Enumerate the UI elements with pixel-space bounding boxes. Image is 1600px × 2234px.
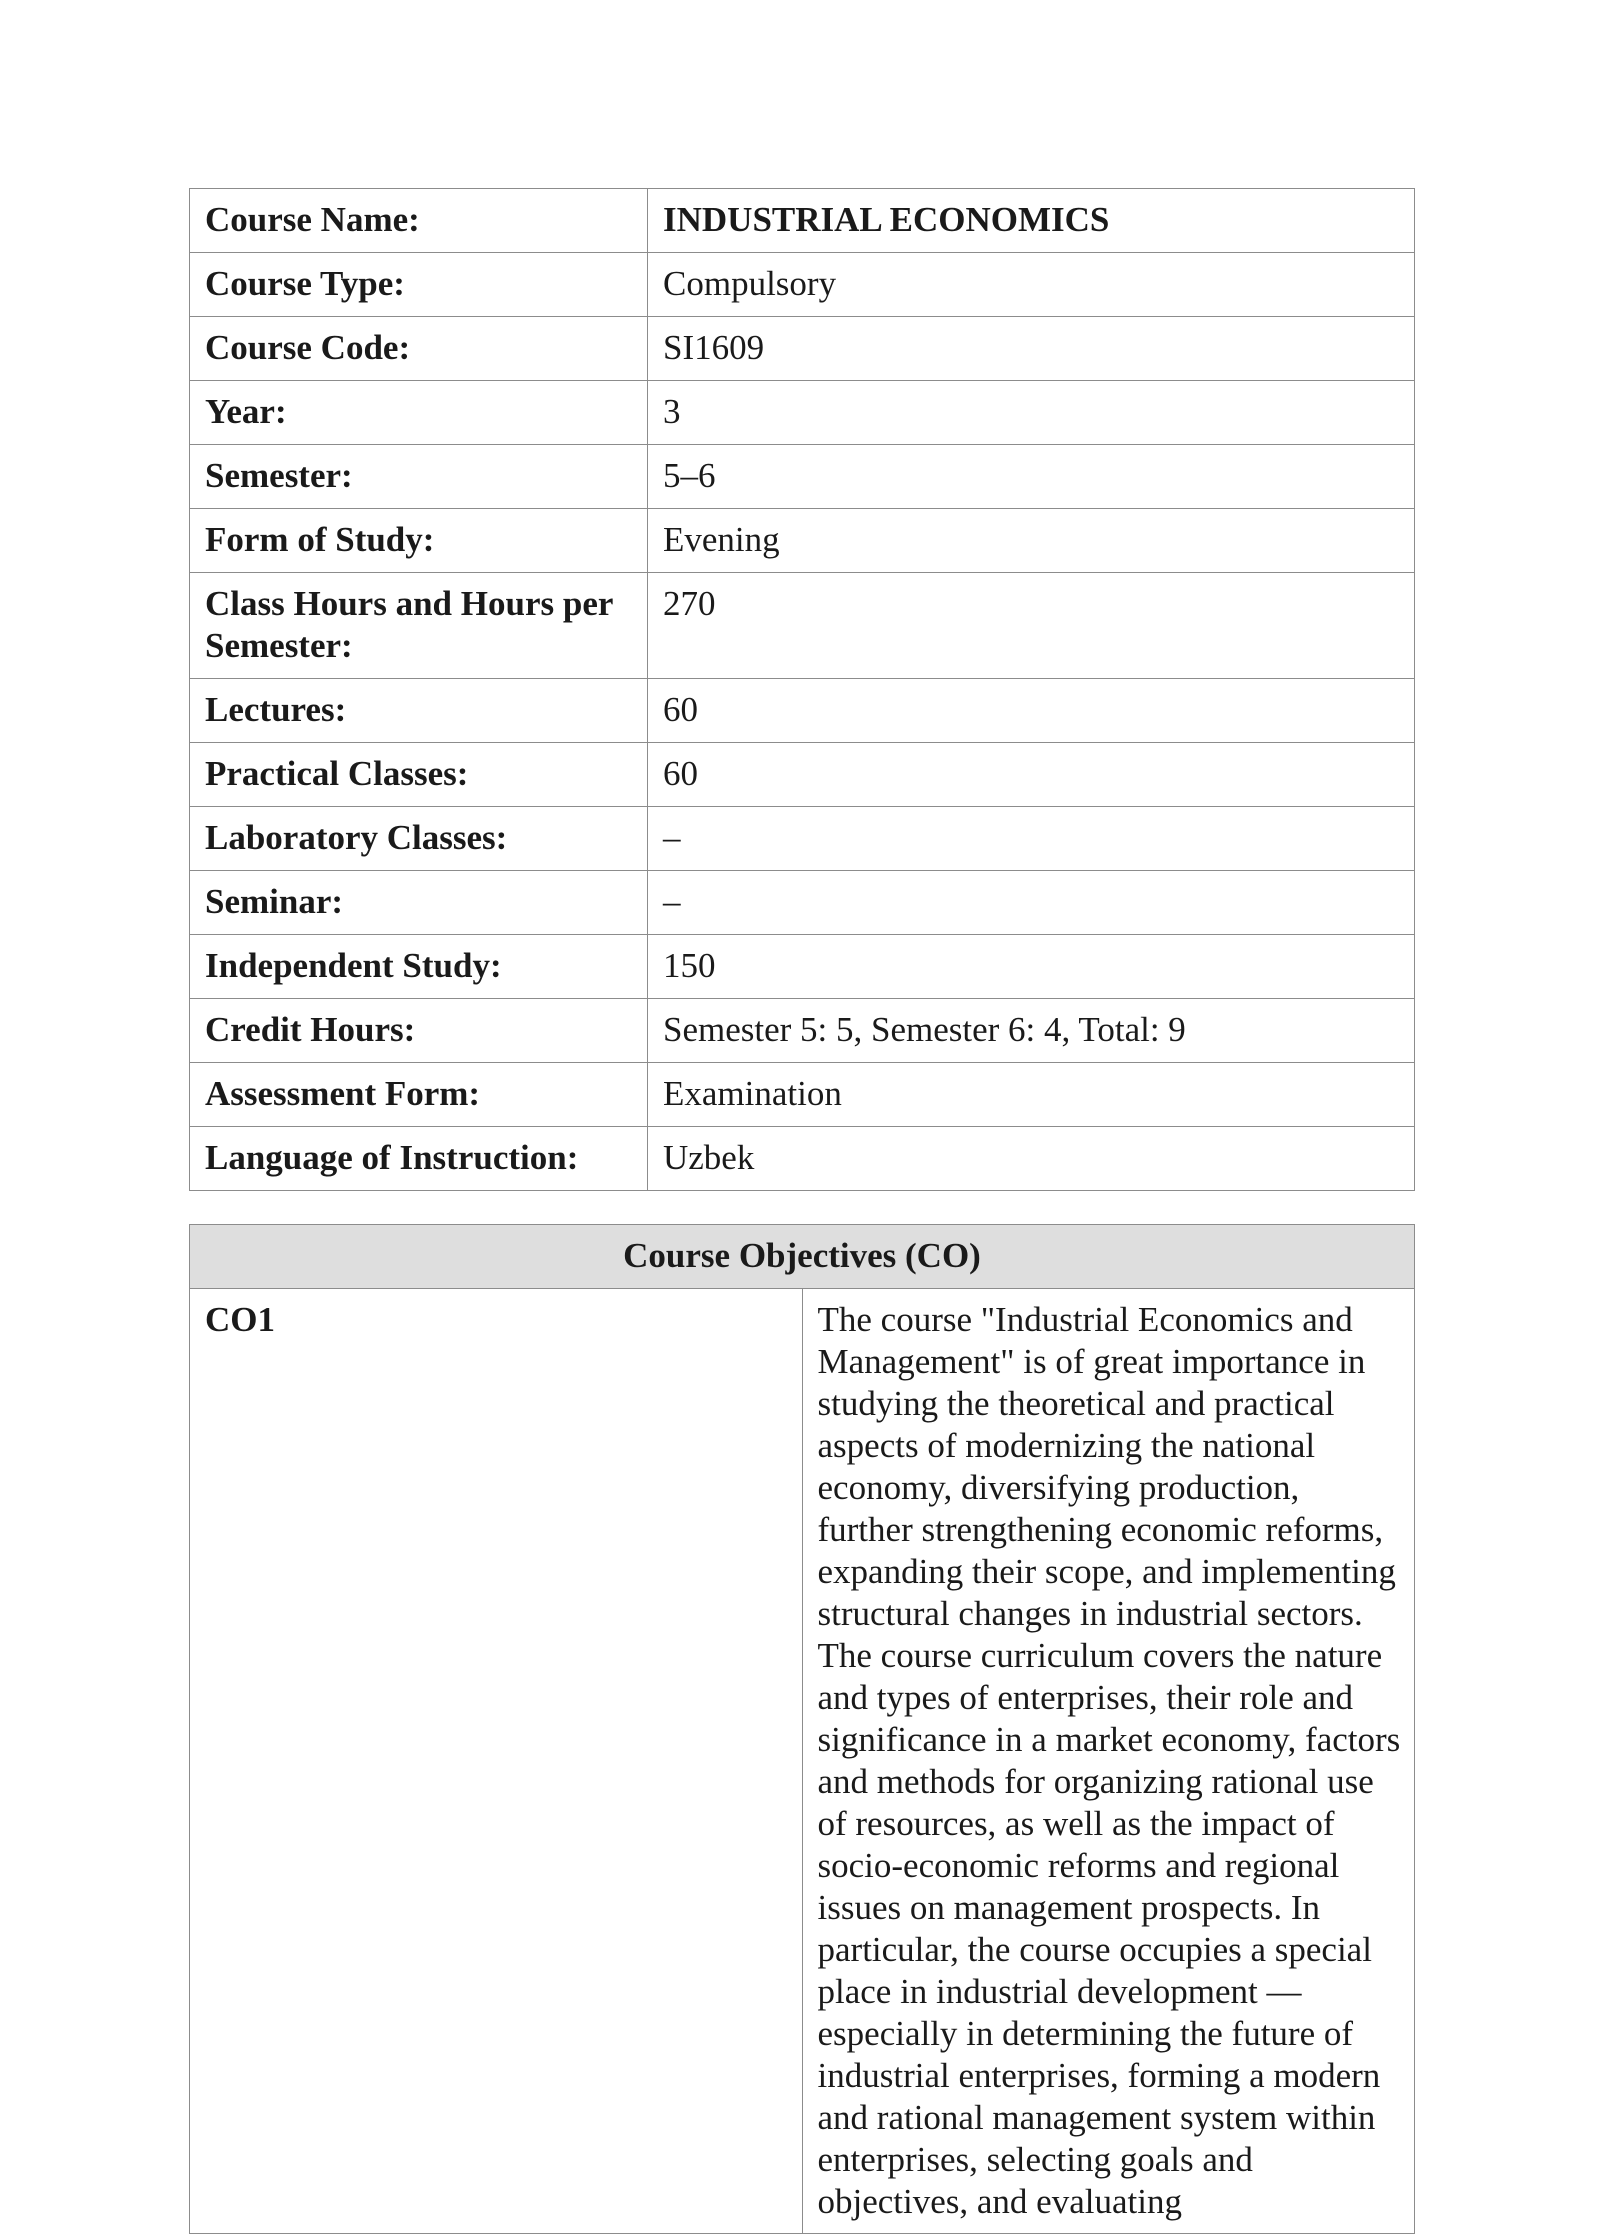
- table-row: [190, 999, 1415, 1063]
- table-row: [190, 317, 1415, 381]
- lectures-value: 60: [648, 679, 1415, 743]
- objective-id: CO1: [190, 1289, 803, 2234]
- independent-study-value: 150: [648, 935, 1415, 999]
- table-row: [190, 381, 1415, 445]
- table-row: [190, 253, 1415, 317]
- table-row: [190, 1063, 1415, 1127]
- objective-text: The course "Industrial Economics and Management" is of great importance in studying the theoretical and practical aspects of modernizing the national economy, diversifying production, further strengthening economic reforms, expanding their scope, and implementing structural changes in industrial sectors. The course curriculum covers the nature and types of enterprises, their role and significance in a market economy, factors and methods for organizing rational use of resources, as well as the impact of socio-economic reforms and regional issues on management prospects. In particular, the course occupies a special place in industrial development — especially in determining the future of industrial enterprises, forming a modern and rational management system within enterprises, selecting goals and objectives, and evaluating: [802, 1289, 1415, 2234]
- assessment-form-label: Assessment Form:: [190, 1063, 648, 1127]
- language-value: Uzbek: [648, 1127, 1415, 1191]
- course-info-table: [189, 188, 1415, 1191]
- semester-label: Semester:: [190, 445, 648, 509]
- lectures-label: Lectures:: [190, 679, 648, 743]
- form-of-study-label: Form of Study:: [190, 509, 648, 573]
- table-row: [190, 1127, 1415, 1191]
- laboratory-classes-label: Laboratory Classes:: [190, 807, 648, 871]
- table-row: [190, 807, 1415, 871]
- seminar-label: Seminar:: [190, 871, 648, 935]
- table-row: [190, 509, 1415, 573]
- course-type-value: Compulsory: [648, 253, 1415, 317]
- seminar-value: –: [648, 871, 1415, 935]
- table-row: [190, 573, 1415, 679]
- objectives-header: Course Objectives (CO): [190, 1225, 1415, 1289]
- laboratory-classes-value: –: [648, 807, 1415, 871]
- table-row: [190, 1289, 1415, 2234]
- form-of-study-value: Evening: [648, 509, 1415, 573]
- table-header-row: [190, 1225, 1415, 1289]
- table-row: [190, 679, 1415, 743]
- class-hours-value: 270: [648, 573, 1415, 679]
- course-name-label: Course Name:: [190, 189, 648, 253]
- table-row: [190, 445, 1415, 509]
- table-row: [190, 935, 1415, 999]
- table-row: [190, 871, 1415, 935]
- year-value: 3: [648, 381, 1415, 445]
- independent-study-label: Independent Study:: [190, 935, 648, 999]
- credit-hours-label: Credit Hours:: [190, 999, 648, 1063]
- course-code-value: SI1609: [648, 317, 1415, 381]
- course-code-label: Course Code:: [190, 317, 648, 381]
- class-hours-label: Class Hours and Hours per Semester:: [190, 573, 648, 679]
- table-row: [190, 189, 1415, 253]
- course-type-label: Course Type:: [190, 253, 648, 317]
- credit-hours-value: Semester 5: 5, Semester 6: 4, Total: 9: [648, 999, 1415, 1063]
- course-objectives-table: [189, 1224, 1415, 2234]
- table-row: [190, 743, 1415, 807]
- practical-classes-label: Practical Classes:: [190, 743, 648, 807]
- year-label: Year:: [190, 381, 648, 445]
- semester-value: 5–6: [648, 445, 1415, 509]
- assessment-form-value: Examination: [648, 1063, 1415, 1127]
- language-label: Language of Instruction:: [190, 1127, 648, 1191]
- course-name-value: INDUSTRIAL ECONOMICS: [648, 189, 1415, 253]
- practical-classes-value: 60: [648, 743, 1415, 807]
